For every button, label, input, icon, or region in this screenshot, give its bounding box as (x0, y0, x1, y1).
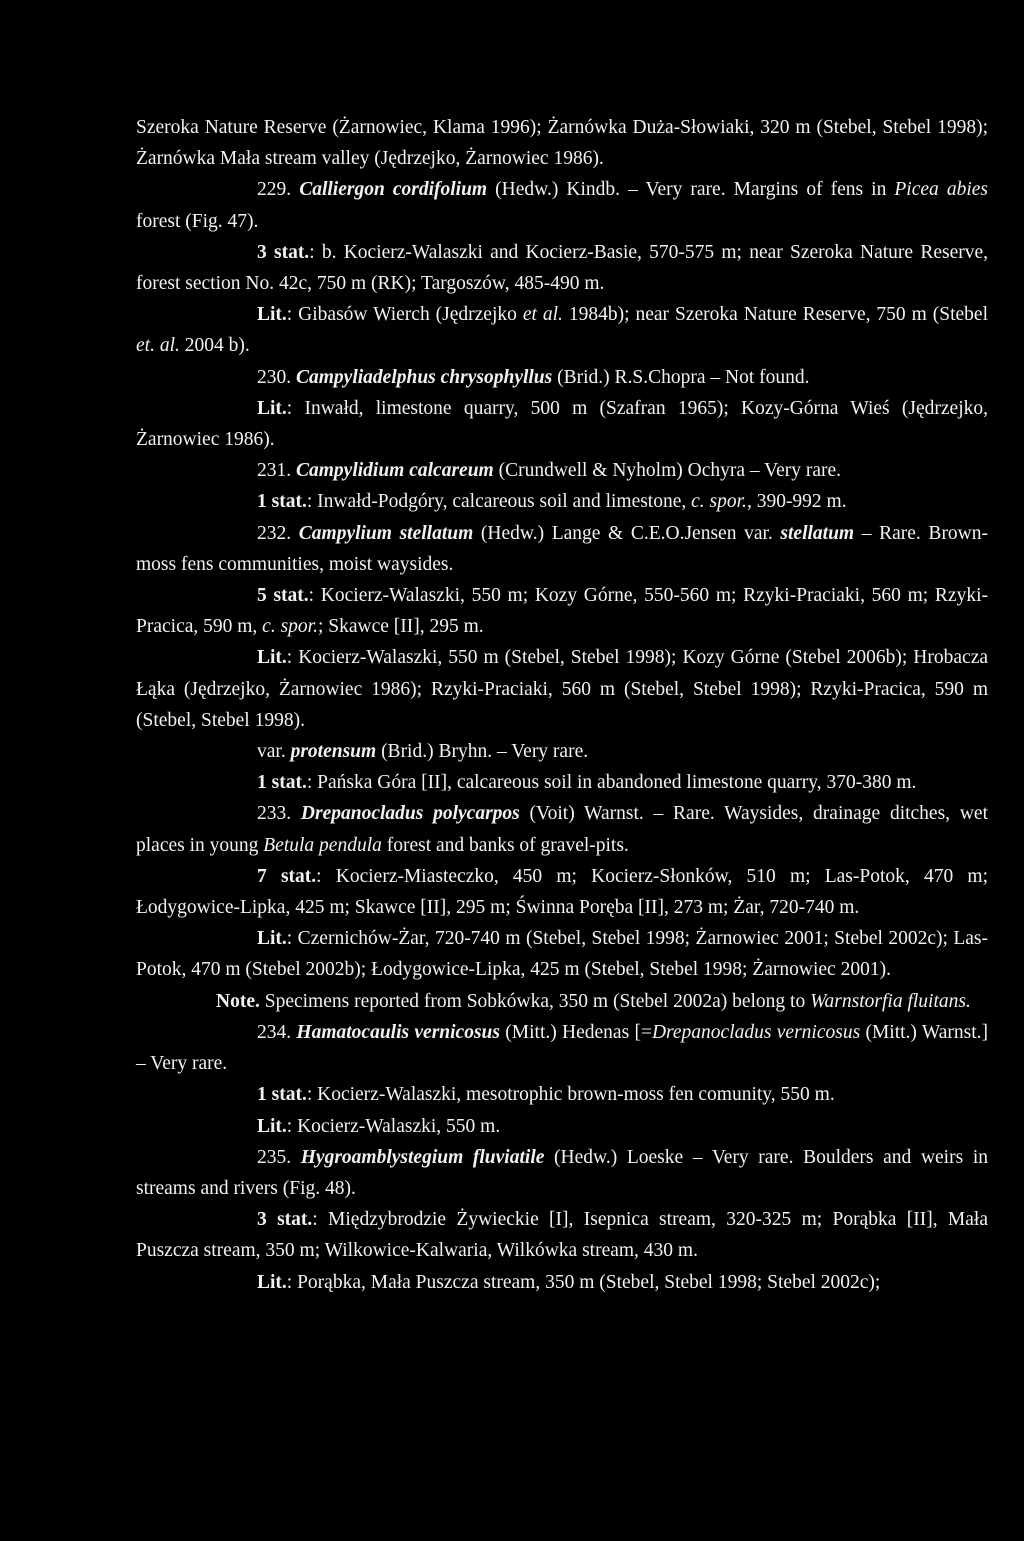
stations-paragraph: 5 stat.: Kocierz-Walaszki, 550 m; Kozy Górne, 550-560 m; Rzyki-Praciaki, 560 m; Rzyki-Pracica, 590 m, c. spor.; Skawce [II], 295 m. (136, 585, 989, 638)
species-entry-232: 232. Campylium stellatum (Hedw.) Lange & C.E.O.Jensen var. stellatum – Rare. Brown-moss fens communities, moist waysides. (136, 522, 989, 575)
variety-name: protensum (290, 741, 377, 763)
literature-paragraph: Lit.: Inwałd, limestone quarry, 500 m (Szafran 1965); Kozy-Górna Wieś (Jędrzejko, Żarnowiec 1986). (136, 397, 988, 451)
stations-paragraph: 1 stat.: Kocierz-Walaszki, mesotrophic brown-moss fen comunity, 550 m. (257, 1084, 835, 1106)
literature-paragraph: Lit.: Kocierz-Walaszki, 550 m (Stebel, Stebel 1998); Kozy Górne (Stebel 2006b); Hrobacza Łąka (Jędrzejko, Żarnowiec 1986); Rzyki-Praciaki, 560 m (Stebel, Stebel 1998); Rzyki-Pracica, 590 m (Stebel, Stebel 1998). (136, 647, 988, 731)
stations-paragraph: 7 stat.: Kocierz-Miasteczko, 450 m; Kocierz-Słonków, 510 m; Las-Potok, 470 m; Łodygowice-Lipka, 425 m; Skawce [II], 295 m; Świnna Poręba [II], 273 m; Żar, 720-740 m. (136, 865, 989, 919)
literature-paragraph: Lit.: Czernichów-Żar, 720-740 m (Stebel, Stebel 1998; Żarnowiec 2001; Stebel 2002c); Las-Potok, 470 m (Stebel 2002b); Łodygowice-Lipka, 425 m (Stebel, Stebel 1998; Żarnowiec 2001). (136, 928, 988, 981)
stations-paragraph: 3 stat.: b. Kocierz-Walaszki and Kocierz-Basie, 570-575 m; near Szeroka Nature Reserve, forest section No. 42c, 750 m (RK); Targoszów, 485-490 m. (136, 241, 988, 295)
species-entry-230: 230. Campyliadelphus chrysophyllus (Brid.) R.S.Chopra – Not found. (257, 366, 810, 388)
species-entry-231: 231. Campylidium calcareum (Crundwell & Nyholm) Ochyra – Very rare. (257, 460, 842, 482)
note-paragraph: Note. Specimens reported from Sobkówka, 350 m (Stebel 2002a) belong to Warnstorfia fluitans. (216, 990, 971, 1012)
text-paragraph: Szeroka Nature Reserve (Żarnowiec, Klama 1996); Żarnówka Duża-Słowiaki, 320 m (Stebel, Stebel 1998); Żarnówka Mała stream valley (Jędrzejko, Żarnowiec 1986). (136, 117, 988, 170)
species-entry-234: 234. Hamatocaulis vernicosus (Mitt.) Hedenas [=Drepanocladus vernicosus (Mitt.) Warnst.] – Very rare. (136, 1021, 988, 1075)
species-name: Hamatocaulis vernicosus (296, 1021, 500, 1043)
species-entry-235: 235. Hygroamblystegium fluviatile (Hedw.) Loeske – Very rare. Boulders and weirs in streams and rivers (Fig. 48). (136, 1146, 988, 1199)
literature-paragraph: Lit.: Porąbka, Mała Puszcza stream, 350 m (Stebel, Stebel 1998; Stebel 2002c); (257, 1271, 881, 1293)
stations-paragraph: 1 stat.: Pańska Góra [II], calcareous soil in abandoned limestone quarry, 370-380 m. (257, 772, 917, 794)
stations-paragraph: 1 stat.: Inwałd-Podgóry, calcareous soil and limestone, c. spor., 390-992 m. (257, 491, 847, 513)
stations-paragraph: 3 stat.: Międzybrodzie Żywieckie [I], Isepnica stream, 320-325 m; Porąbka [II], Mała Puszcza stream, 350 m; Wilkowice-Kalwaria, Wilkówka stream, 430 m. (136, 1209, 988, 1262)
species-name: Campylidium calcareum (296, 460, 494, 482)
species-name: Calliergon cordifolium (299, 179, 488, 201)
literature-paragraph: Lit.: Kocierz-Walaszki, 550 m. (257, 1115, 501, 1137)
species-name: Campylium stellatum (298, 522, 474, 544)
species-name: Drepanocladus polycarpos (300, 803, 520, 825)
variety-entry: var. protensum (Brid.) Bryhn. – Very rare. (257, 741, 589, 763)
species-entry-229: 229. Calliergon cordifolium (Hedw.) Kindb. – Very rare. Margins of fens in Picea abies forest (Fig. 47). (136, 179, 988, 232)
species-name: Campyliadelphus chrysophyllus (296, 366, 553, 388)
species-entry-233: 233. Drepanocladus polycarpos (Voit) Warnst. – Rare. Waysides, drainage ditches, wet places in young Betula pendula forest and banks of gravel-pits. (136, 803, 988, 856)
document-body-text (136, 112, 988, 1298)
species-name: Hygroamblystegium fluviatile (300, 1146, 545, 1168)
literature-paragraph: Lit.: Gibasów Wierch (Jędrzejko et al. 1984b); near Szeroka Nature Reserve, 750 m (Stebel et. al. 2004 b). (136, 304, 988, 357)
